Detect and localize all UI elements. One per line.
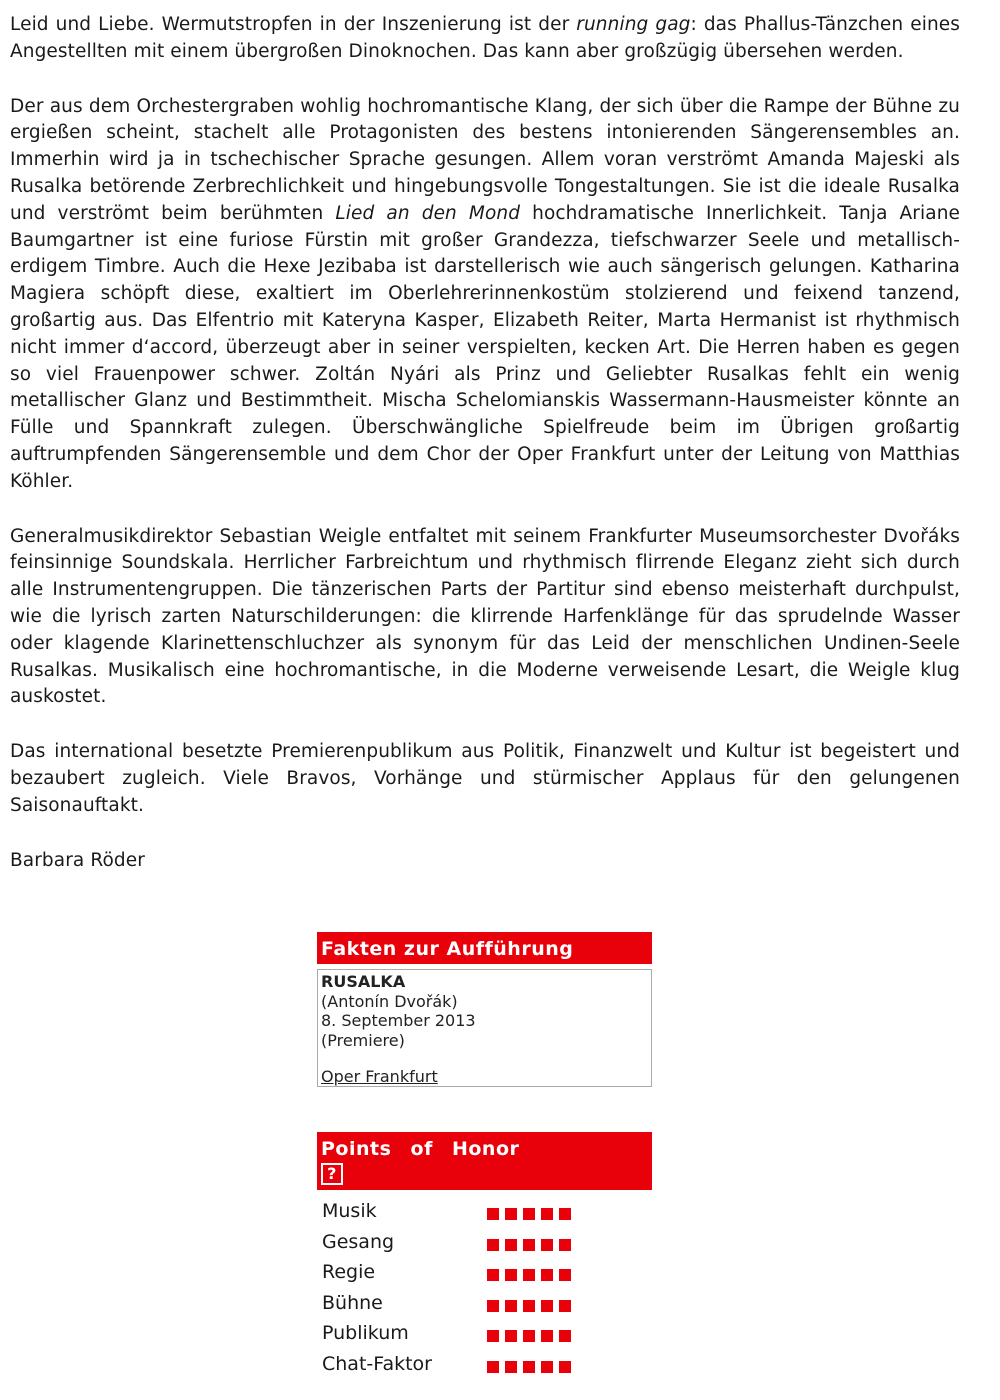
rating-square-icon (487, 1269, 499, 1281)
emphasis-text: Lied an den Mond (335, 202, 521, 224)
rating-square-icon (541, 1269, 553, 1281)
rating-label: Chat-Faktor (322, 1352, 432, 1375)
performance-date: 8. September 2013 (321, 1011, 476, 1030)
composer: (Antonín Dvořák) (321, 991, 458, 1011)
venue-link[interactable]: Oper Frankfurt (321, 1066, 438, 1086)
rating-square-icon (523, 1239, 535, 1251)
rating-label: Gesang (322, 1230, 395, 1253)
help-icon[interactable]: ? (321, 1163, 343, 1185)
rating-squares (487, 1300, 577, 1312)
rating-square-icon (523, 1361, 535, 1373)
rating-square-icon (541, 1239, 553, 1251)
rating-square-icon (505, 1269, 517, 1281)
rating-label: Publikum (322, 1322, 409, 1344)
rating-square-icon (559, 1300, 571, 1312)
rating-square-icon (559, 1269, 571, 1281)
rating-label: Musik (322, 1200, 377, 1222)
performance-note: (Premiere) (321, 1030, 405, 1050)
rating-square-icon (505, 1330, 517, 1342)
rating-square-icon (523, 1300, 535, 1312)
rating-square-icon (559, 1361, 571, 1373)
rating-row (317, 1198, 652, 1229)
points-of-honor-header (317, 1132, 652, 1190)
rating-row (317, 1320, 652, 1351)
rating-square-icon (505, 1300, 517, 1312)
rating-square-icon (505, 1208, 517, 1220)
rating-square-icon (541, 1361, 553, 1373)
rating-square-icon (541, 1300, 553, 1312)
rating-square-icon (541, 1330, 553, 1342)
rating-squares (487, 1330, 577, 1342)
rating-squares (487, 1361, 577, 1373)
opera-title: RUSALKA (321, 972, 406, 991)
rating-square-icon (487, 1300, 499, 1312)
article-paragraph (10, 12, 960, 66)
rating-square-icon (505, 1361, 517, 1373)
rating-row (317, 1259, 652, 1290)
rating-square-icon (541, 1208, 553, 1220)
rating-row (317, 1351, 652, 1382)
paragraph-text: Leid und Liebe. Wermutstropfen in der Inszenierung ist der (10, 14, 577, 35)
rating-row (317, 1290, 652, 1321)
article-paragraph (10, 94, 960, 496)
rating-squares (487, 1239, 577, 1251)
rating-square-icon (487, 1208, 499, 1220)
rating-square-icon (559, 1330, 571, 1342)
points-of-honor-box (317, 1132, 652, 1381)
rating-label: Regie (322, 1261, 376, 1283)
facts-header: Fakten zur Aufführung (317, 932, 652, 964)
rating-square-icon (523, 1208, 535, 1220)
rating-square-icon (487, 1330, 499, 1342)
rating-row (317, 1229, 652, 1260)
paragraph-text: Der aus dem Orchestergraben wohlig hochromantische Klang, der sich über die Rampe der Bühne zu ergießen scheint, stachelt alle Protagonisten des bestens intonierenden Sängerensembles an. Immerhin wird ja in tschechischer Sprache gesungen. Allem voran verströmt Amanda Majeski als Rusalka betörende Zerbrechlichkeit und hingebungsvolle Tongestaltungen. Sie ist die ideale Rusalka und verströmt beim berühmten (10, 95, 960, 224)
rating-square-icon (487, 1361, 499, 1373)
facts-content (317, 969, 652, 1087)
article-paragraph: Generalmusikdirektor Sebastian Weigle entfaltet mit seinem Frankfurter Museumsorchester Dvořáks feinsinnige Soundskala. Herrlicher Farbreichtum und rhythmisch flirrende Eleganz zieht sich durch alle Instrumentengruppen. Die tänzerischen Parts der Partitur sind ebenso meisterhaft durchpulst, wie die lyrisch zarten Naturschilderungen: die klirrende Harfenklänge für das sprudelnde Wasser oder klagende Klarinettenschluchzer als synonym für das Leid der menschlichen Undinen-Seele Rusalkas. Musikalisch eine hochromantische, in die Moderne verweisende Lesart, die Weigle klug auskostet. (10, 525, 960, 708)
points-of-honor-title: Points of Honor (321, 1138, 520, 1160)
rating-squares (487, 1208, 577, 1220)
article-body (10, 12, 960, 902)
rating-squares (487, 1269, 577, 1281)
rating-list (317, 1198, 652, 1381)
facts-box (317, 932, 652, 1087)
rating-square-icon (559, 1239, 571, 1251)
paragraph-text: : das Phallus-Tänzchen eines Angestellten mit einem übergroßen Dinoknochen. Das kann aber großzügig übersehen werden. (10, 14, 960, 62)
paragraph-text: hochdramatische Innerlichkeit. Tanja Ariane Baumgartner ist eine furiose Fürstin mit großer Grandezza, tiefschwarzer Seele und metallisch-erdigem Timbre. Auch die Hexe Jezibaba ist darstellerisch wie auch sängerisch gelungen. Katharina Magiera schöpft diese, exaltiert im Oberlehrerinnenkostüm stolzierend und feixend tanzend, großartig aus. Das Elfentrio mit Kateryna Kasper, Elizabeth Reiter, Marta Hermanist ist rhythmisch nicht immer d‘accord, überzeugt aber in seiner verspielten, kecken Art. Die Herren haben es gegen so viel Frauenpower schwer. Zoltán Nyári als Prinz und Geliebter Rusalkas fehlt ein wenig metallischer Glanz und Bestimmtheit. Mischa Schelomianskis Wassermann-Hausmeister könnte an Fülle und Spannkraft zulegen. Überschwängliche Spielfreude beim im Übrigen großartig auftrumpfenden Sängerensemble und dem Chor der Oper Frankfurt unter der Leitung von Matthias Köhler. (10, 202, 961, 492)
rating-square-icon (523, 1269, 535, 1281)
rating-square-icon (559, 1208, 571, 1220)
rating-square-icon (487, 1239, 499, 1251)
author-name: Barbara Röder (10, 849, 145, 871)
rating-square-icon (505, 1239, 517, 1251)
emphasis-text: running gag (576, 14, 691, 35)
rating-label: Bühne (322, 1291, 383, 1314)
article-paragraph: Das international besetzte Premierenpublikum aus Politik, Finanzwelt und Kultur ist begeistert und bezaubert zugleich. Viele Bravos, Vorhänge und stürmischer Applaus für den gelungenen Saisonauftakt. (10, 741, 960, 816)
rating-square-icon (523, 1330, 535, 1342)
